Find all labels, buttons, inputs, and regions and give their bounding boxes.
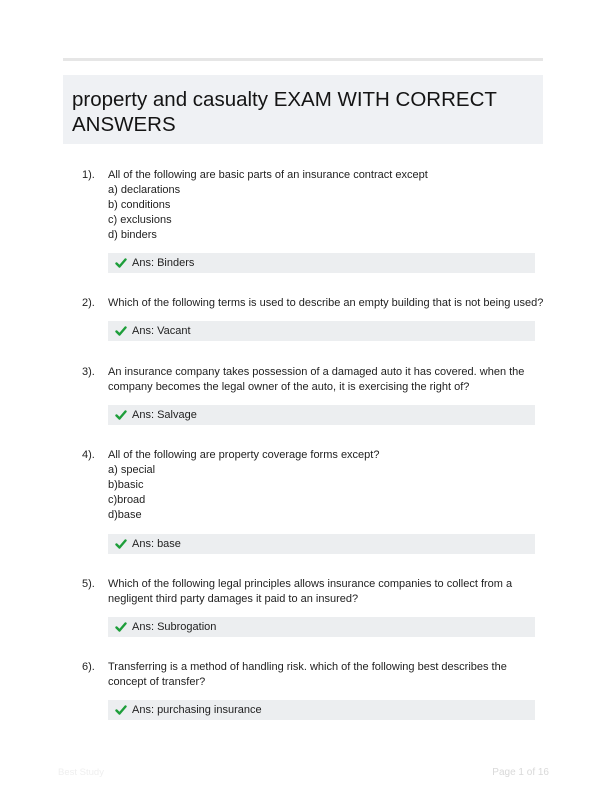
question-line: All of the following are basic parts of an insurance contract except — [108, 169, 428, 181]
answer-option: a) declarations — [108, 184, 181, 196]
question-number: 3). — [82, 366, 95, 378]
answer-box — [108, 534, 535, 554]
footer-brand: Best Study — [58, 767, 104, 778]
answer-option: d)base — [108, 509, 142, 521]
answer-option: d) binders — [108, 229, 157, 241]
question-line: An insurance company takes possession of a damaged auto it has covered. when the — [108, 366, 525, 378]
answer-text: Ans: Binders — [132, 257, 195, 269]
checkmark-icon — [115, 257, 127, 269]
answer-text: Ans: Vacant — [132, 325, 191, 337]
answer-option: a) special — [108, 464, 156, 476]
answer-box — [108, 253, 535, 273]
page-title: property and casualty EXAM WITH CORRECT ANSWERS — [72, 88, 497, 136]
question-number: 6). — [82, 661, 95, 673]
question-line: Transferring is a method of handling risk. which of the following best describes the — [108, 661, 507, 673]
question-number: 4). — [82, 449, 95, 461]
question-number: 5). — [82, 578, 95, 590]
answer-text: Ans: Subrogation — [132, 621, 217, 633]
question-text — [108, 168, 538, 243]
question-text — [108, 365, 538, 395]
answer-box — [108, 321, 535, 341]
checkmark-icon — [115, 704, 127, 716]
answer-option: b)basic — [108, 479, 144, 491]
question-text — [108, 296, 544, 311]
checkmark-icon — [115, 621, 127, 633]
checkmark-icon — [115, 538, 127, 550]
title-banner — [63, 75, 543, 144]
checkmark-icon — [115, 409, 127, 421]
answer-option: c) exclusions — [108, 214, 172, 226]
answer-text: Ans: base — [132, 538, 181, 550]
checkmark-icon — [115, 325, 127, 337]
question-number: 1). — [82, 169, 95, 181]
answer-box — [108, 700, 535, 720]
answer-option: c)broad — [108, 494, 146, 506]
answer-box — [108, 617, 535, 637]
question-number: 2). — [82, 297, 95, 309]
question-text — [108, 448, 538, 523]
question-line: concept of transfer? — [108, 676, 206, 688]
question-line: Which of the following legal principles allows insurance companies to collect from a — [108, 578, 513, 590]
question-text — [108, 577, 538, 607]
question-line: All of the following are property coverage forms except? — [108, 449, 380, 461]
question-text — [108, 660, 538, 690]
top-divider — [63, 58, 543, 61]
question-line: negligent third party damages it paid to an insured? — [108, 593, 359, 605]
answer-text: Ans: Salvage — [132, 409, 197, 421]
question-line: Which of the following terms is used to describe an empty building that is not being used? — [108, 297, 544, 309]
page-number: Page 1 of 16 — [492, 767, 549, 778]
question-line: company becomes the legal owner of the auto, it is exercising the right of? — [108, 381, 470, 393]
answer-text: Ans: purchasing insurance — [132, 704, 262, 716]
answer-option: b) conditions — [108, 199, 171, 211]
answer-box — [108, 405, 535, 425]
